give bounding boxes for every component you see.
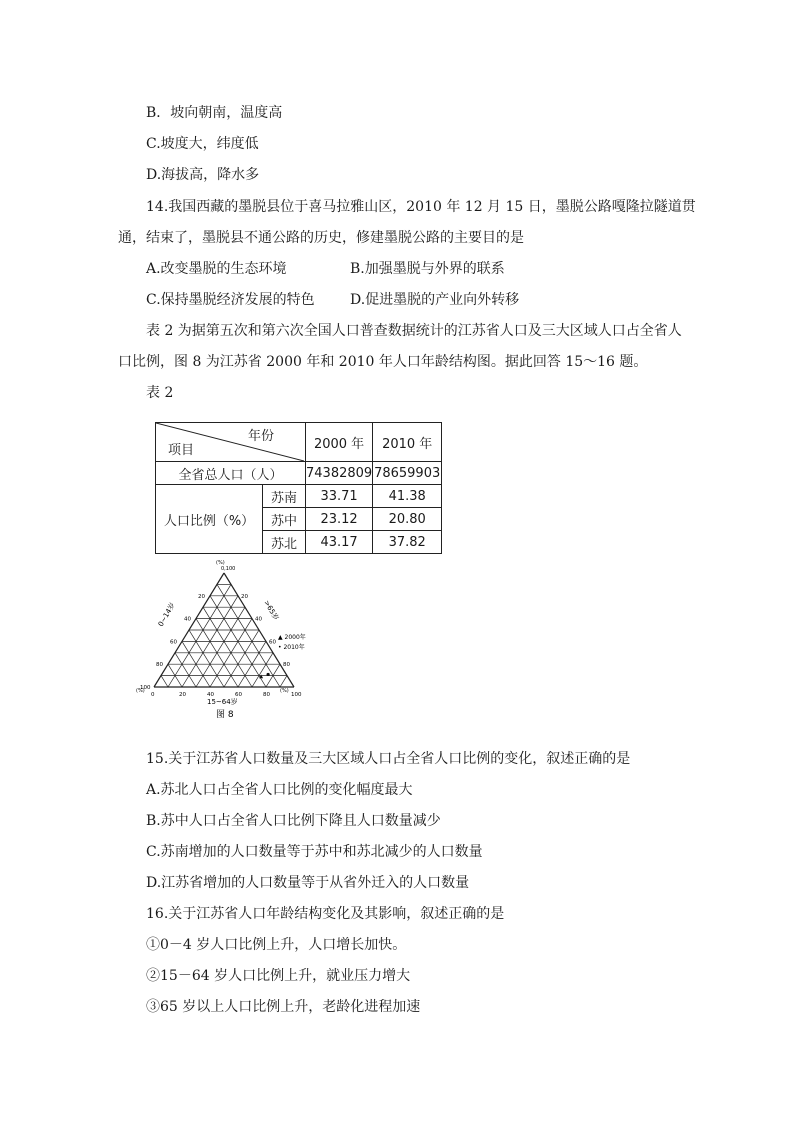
right-pct-unit: (%) xyxy=(280,688,289,694)
sunan-2000: 33.71 xyxy=(306,485,373,508)
total-2010: 78659903 xyxy=(373,462,442,485)
option-c-slope: C.坡度大，纬度低 xyxy=(146,136,259,152)
left-pct-unit: (%) xyxy=(136,688,145,694)
age-structure-ternary-diagram xyxy=(132,555,332,725)
axis-left-label: 0~14岁 xyxy=(156,601,177,628)
grid-line-left xyxy=(161,676,168,687)
intro-line1: 表 2 为据第五次和第六次全国人口普查数据统计的江苏省人口及三大区域人口占全省人 xyxy=(146,323,682,339)
q14-option-a: A.改变墨脱的生态环境 xyxy=(146,261,287,277)
option-b-slope: B．坡向朝南，温度高 xyxy=(146,105,283,121)
question-14-line2: 通，结束了，墨脱县不通公路的历史，修建墨脱公路的主要目的是 xyxy=(118,230,524,246)
subei-2010: 37.82 xyxy=(373,531,442,554)
suzhong-2010: 20.80 xyxy=(373,508,442,531)
q14-option-d: D.促进墨脱的产业向外转移 xyxy=(350,292,520,308)
grid-line-right xyxy=(280,676,287,687)
grid-line-left xyxy=(203,607,252,687)
tick-bottom: 80 xyxy=(263,692,270,698)
tick-bottom: 60 xyxy=(235,692,242,698)
q14-option-b: B.加强墨脱与外界的联系 xyxy=(350,261,505,277)
question-14-line1: 14.我国西藏的墨脱县位于喜马拉雅山区，2010 年 12 月 15 日，墨脱公路嘎隆拉隧道贯 xyxy=(146,199,696,215)
tick-right: 40 xyxy=(255,616,262,623)
ratio-label: 人口比例（%） xyxy=(156,485,263,554)
table-corner-cell xyxy=(156,423,306,462)
q15-option-d: D.江苏省增加的人口数量等于从省外迁入的人口数量 xyxy=(146,875,470,891)
q15-option-c: C.苏南增加的人口数量等于苏中和苏北减少的人口数量 xyxy=(146,844,483,860)
region-sunan: 苏南 xyxy=(263,485,306,508)
total-2000: 74382809 xyxy=(306,462,373,485)
grid-line-right xyxy=(196,607,245,687)
intro-line2: 口比例，图 8 为江苏省 2000 年和 2010 年人口年龄结构图。据此回答 15～16 题。 xyxy=(118,354,648,370)
apex-label: 0,100 xyxy=(221,566,236,572)
axis-right-label: >65岁 xyxy=(262,599,281,622)
tick-left: 20 xyxy=(198,593,205,600)
header-year: 年份 xyxy=(247,429,274,444)
grid-line-left xyxy=(189,630,224,687)
total-label: 全省总人口（人） xyxy=(156,462,306,485)
q16-statement-3: ③65 岁以上人口比例上升，老龄化进程加速 xyxy=(146,999,421,1015)
tick-left: 40 xyxy=(184,616,191,623)
point-2010 xyxy=(267,673,270,676)
q15-option-b: B.苏中人口占全省人口比例下降且人口数量减少 xyxy=(146,813,441,829)
q14-option-c: C.保持墨脱经济发展的特色 xyxy=(146,292,315,308)
table-caption: 表 2 xyxy=(146,385,174,401)
figure-caption: 图 8 xyxy=(216,710,234,720)
ternary-grid xyxy=(154,573,294,687)
question-16: 16.关于江苏省人口年龄结构变化及其影响，叙述正确的是 xyxy=(146,906,505,922)
tick-bottom: 0 xyxy=(151,692,155,698)
q16-statement-2: ②15－64 岁人口比例上升，就业压力增大 xyxy=(146,968,411,984)
region-subei: 苏北 xyxy=(263,531,306,554)
q15-option-a: A.苏北人口占全省人口比例的变化幅度最大 xyxy=(146,782,413,798)
suzhong-2000: 23.12 xyxy=(306,508,373,531)
tick-right: 60 xyxy=(269,639,276,646)
population-table xyxy=(155,422,442,554)
tick-bottom: 100 xyxy=(291,692,302,698)
q16-statement-1: ①0－4 岁人口比例上升，人口增长加快。 xyxy=(146,937,407,953)
legend-2010: • 2010年 xyxy=(278,644,305,651)
header-2000: 2000 年 xyxy=(306,423,373,462)
axis-bottom-label: 15~64岁 xyxy=(207,698,238,706)
question-15: 15.关于江苏省人口数量及三大区域人口占全省人口比例的变化，叙述正确的是 xyxy=(146,751,631,767)
subei-2000: 43.17 xyxy=(306,531,373,554)
tick-right: 80 xyxy=(283,662,290,669)
tick-left: 80 xyxy=(156,662,163,669)
region-suzhong: 苏中 xyxy=(263,508,306,531)
tick-left: 100 xyxy=(140,685,151,691)
tick-left: 60 xyxy=(170,639,177,646)
sunan-2010: 41.38 xyxy=(373,485,442,508)
header-item: 项目 xyxy=(168,443,195,458)
tick-bottom: 20 xyxy=(179,692,186,698)
tick-bottom: 40 xyxy=(207,692,214,698)
legend-2000: ▲ 2000年 xyxy=(278,634,306,641)
option-d-altitude: D.海拔高，降水多 xyxy=(146,167,260,183)
grid-line-right xyxy=(224,630,259,687)
header-2010: 2010 年 xyxy=(373,423,442,462)
apex-pct-unit: (%) xyxy=(216,560,225,566)
tick-right: 20 xyxy=(241,593,248,600)
